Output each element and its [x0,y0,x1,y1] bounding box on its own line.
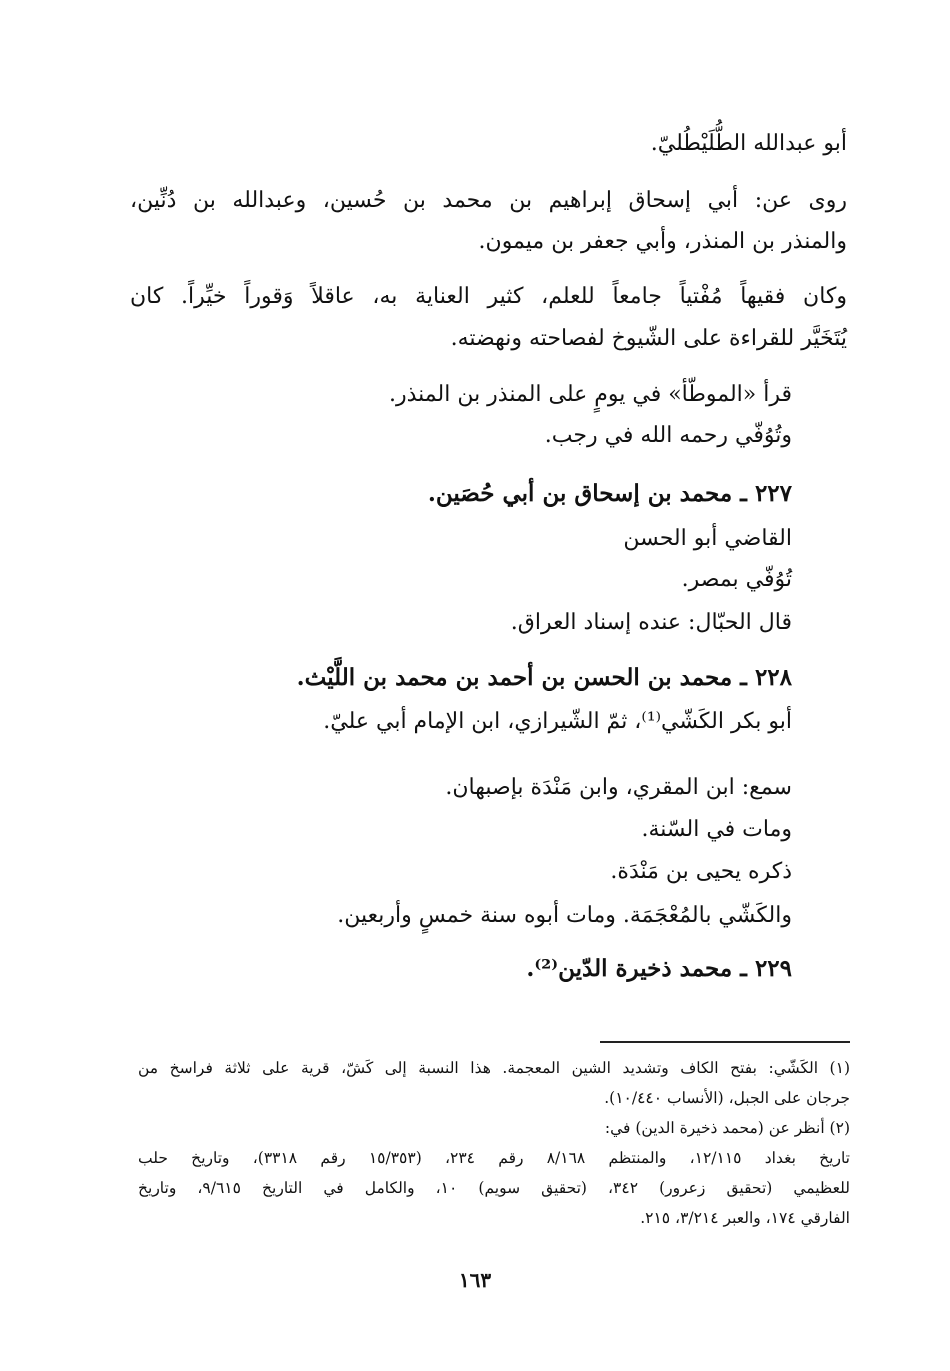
footnote-line: الفارقي ١٧٤، والعبر ٣/٢١٤، ٢١٥. [640,1209,850,1227]
footnote-line: للعظيمي (تحقيق زعرور) ٣٤٢، (تحقيق سويم) ١٠، والكامل في التاريخ ٩/٦١٥، وتاريخ [138,1179,850,1197]
footnote-line: (١) الكَشّي: بفتح الكاف وتشديد الشين المعجمة. هذا النسبة إلى كَشّ، قرية على ثلاثة فراسخ من [138,1059,850,1077]
footnote-line: (٢) أنظر عن (محمد ذخيرة الدين) في: [604,1119,850,1137]
entry-heading: ٢٢٩ ـ محمد ذخيرة الدّين⁽²⁾. [526,955,792,982]
text-line: قرأ «الموطّأ» في يومٍ على المنذر بن المنذر. [388,382,792,407]
entry-heading: ٢٢٧ ـ محمد بن إسحاق بن أبي حُصَين. [427,480,792,507]
text-line: القاضي أبو الحسن [623,526,792,551]
page-number: ١٦٣ [458,1268,492,1292]
text-line: سمع: ابن المقري، وابن مَنْدَة بإصبهان. [445,775,792,800]
text-line: قال الحبّال: عنده إسناد العراق. [510,610,792,635]
text-line: والكَشّي بالمُعْجَمَة. ومات أبوه سنة خمسٍ وأربعين. [337,903,792,928]
text-line: ذكره يحيى بن مَنْدَة. [610,859,792,884]
text-line: أبو عبدالله الطُّلَيْطُليّ. [650,131,847,156]
text-line: وتُوُفّي رحمه الله في رجب. [544,423,792,448]
text-line: والمنذر بن المنذر، وأبي جعفر بن ميمون. [478,229,847,254]
text-line: ومات في السّنة. [641,817,792,842]
text-line: تُوُفّي بمصر. [681,567,792,592]
footnote-line: جرجان على الجبل، (الأنساب ١٠/٤٤٠). [604,1089,850,1107]
text-line: روى عن: أبي إسحاق إبراهيم بن محمد بن حُسين، وعبدالله بن دُنِّين، [130,188,847,213]
text-line: وكان فقيهاً مُفْتياً جامعاً للعلم، كثير العناية به، عاقلاً وَقوراً خيِّراً. كان [130,284,847,309]
footnote-line: تاريخ بغداد ١٢/١١٥، والمنتظم ٨/١٦٨ رقم ٢٣٤، (١٥/٣٥٣ رقم ٣٣١٨)، وتاريخ حلب [138,1149,850,1167]
footnote-separator [600,1041,850,1043]
text-line: أبو بكر الكَشّي⁽¹⁾، ثمّ الشّيرازي، ابن الإمام أبي عليّ. [323,709,792,734]
text-line: يُتَخَيَّر للقراءة على الشّيوخ لفصاحته ونهضته. [450,326,847,351]
entry-heading: ٢٢٨ ـ محمد بن الحسن بن أحمد بن محمد بن اللَّيْث. [296,664,792,691]
